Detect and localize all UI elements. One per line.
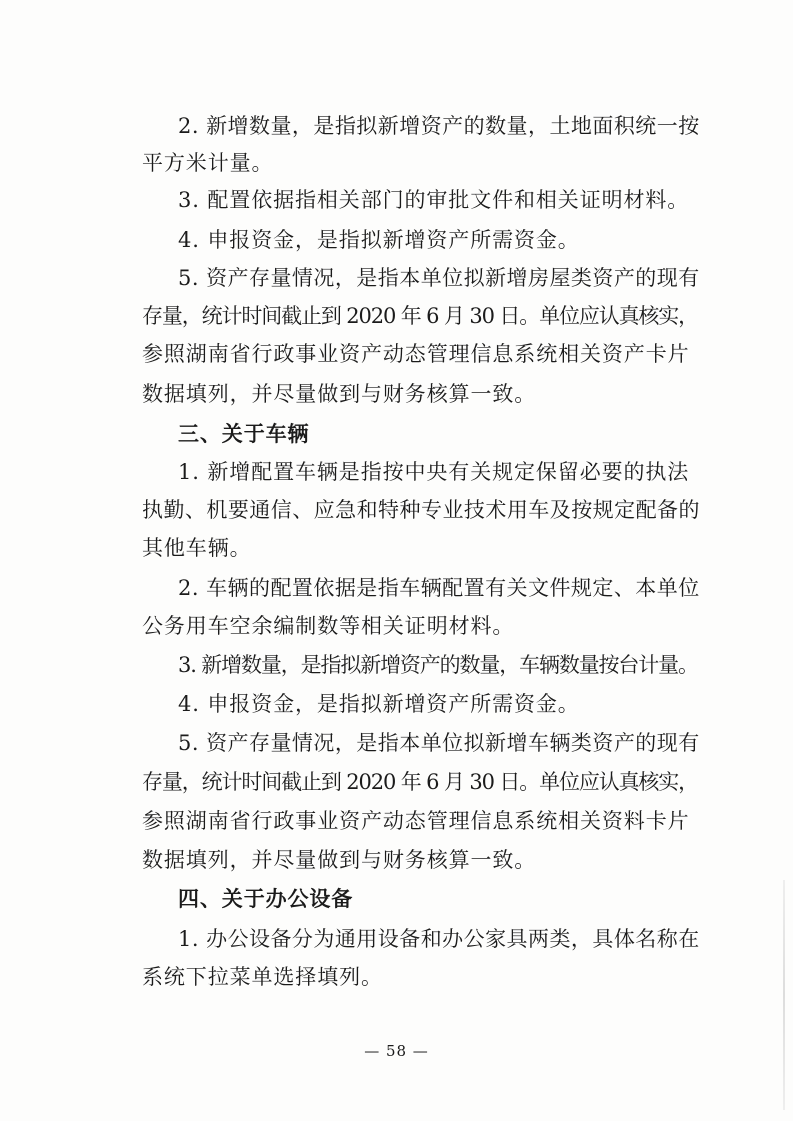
- paragraph-line: 2. 车辆的配置依据是指车辆配置有关文件规定、本单位: [178, 576, 700, 600]
- paragraph-line: 系统下拉菜单选择填列。: [142, 965, 383, 989]
- paragraph-line: 4. 申报资金，是指拟新增资产所需资金。: [178, 692, 580, 716]
- paragraph-line: 参照湖南省行政事业资产动态管理信息系统相关资产卡片: [142, 342, 690, 366]
- paragraph-line: 4. 申报资金，是指拟新增资产所需资金。: [178, 228, 580, 252]
- paragraph-line: 存量，统计时间截止到 2020 年 6 月 30 日。单位应认真核实，: [142, 304, 699, 328]
- paragraph-line: 5. 资产存量情况，是指本单位拟新增房屋类资产的现有: [178, 266, 700, 290]
- paragraph-line: 参照湖南省行政事业资产动态管理信息系统相关资料卡片: [142, 809, 690, 833]
- paragraph-line: 公务用车空余编制数等相关证明材料。: [142, 614, 515, 638]
- paragraph-line: 其他车辆。: [142, 536, 252, 560]
- paragraph-line: 5. 资产存量情况，是指本单位拟新增车辆类资产的现有: [178, 731, 700, 755]
- scan-edge-shadow: [783, 880, 785, 1110]
- section-heading-vehicles: 三、关于车辆: [178, 422, 310, 446]
- paragraph-line: 3. 新增数量，是指拟新增资产的数量，车辆数量按台计量。: [178, 653, 698, 677]
- paragraph-line: 2. 新增数量，是指拟新增资产的数量，土地面积统一按: [178, 114, 700, 138]
- paragraph-line: 数据填列，并尽量做到与财务核算一致。: [142, 382, 537, 406]
- paragraph-line: 存量，统计时间截止到 2020 年 6 月 30 日。单位应认真核实，: [142, 770, 699, 794]
- paragraph-line: 执勤、机要通信、应急和特种专业技术用车及按规定配备的: [142, 498, 700, 522]
- paragraph-line: 1. 新增配置车辆是指按中央有关规定保留必要的执法: [178, 460, 690, 484]
- paragraph-line: 数据填列，并尽量做到与财务核算一致。: [142, 848, 537, 872]
- paragraph-line: 3. 配置依据指相关部门的审批文件和相关证明材料。: [178, 188, 690, 212]
- page-number: — 58 —: [364, 1042, 429, 1060]
- section-heading-office-equipment: 四、关于办公设备: [178, 887, 354, 911]
- paragraph-line: 1. 办公设备分为通用设备和办公家具两类，具体名称在: [178, 927, 700, 951]
- paragraph-line: 平方米计量。: [142, 151, 274, 175]
